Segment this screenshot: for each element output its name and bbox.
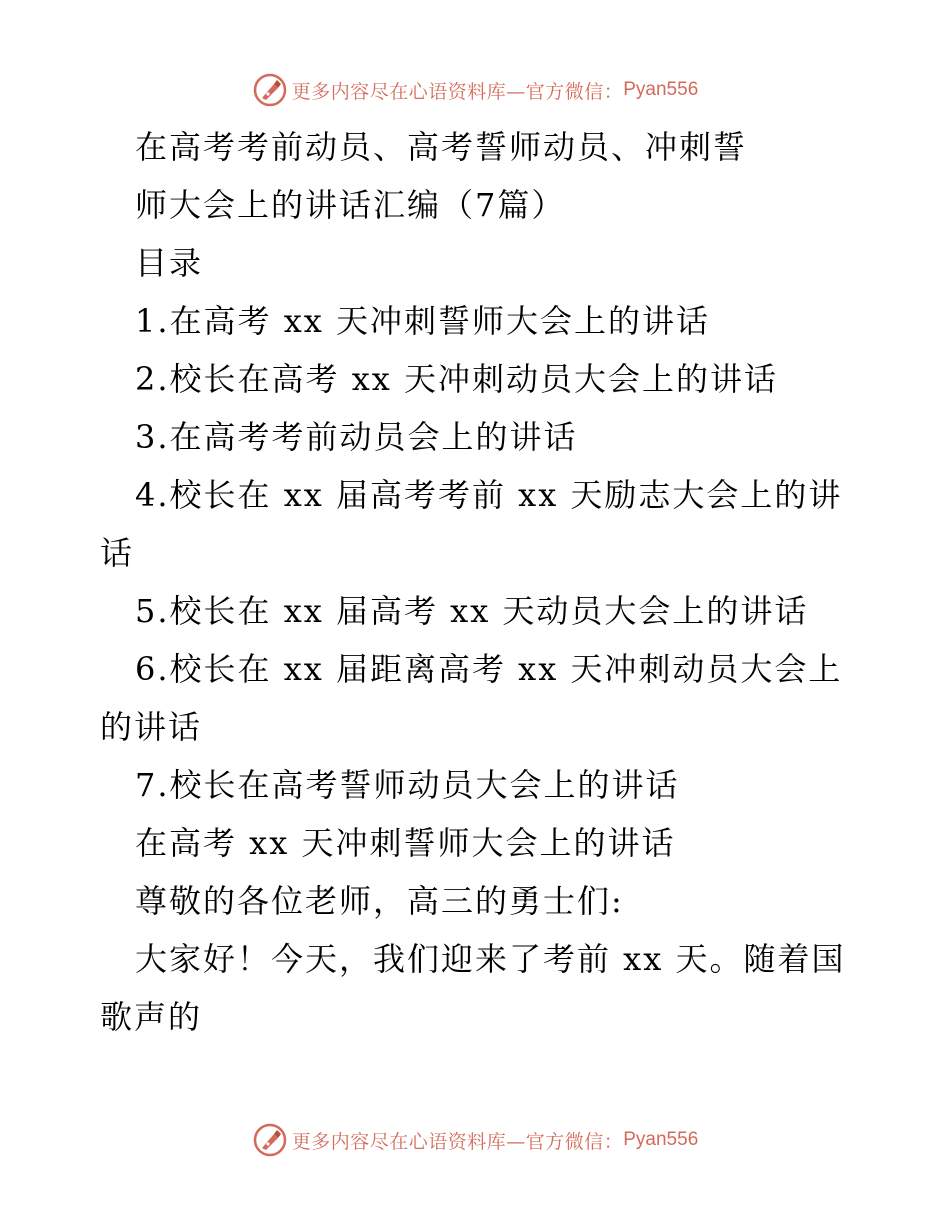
body-paragraph-line-2: 歌声的 [100, 998, 203, 1036]
toc-item-7: 7.校长在高考誓师动员大会上的讲话 [135, 766, 680, 804]
toc-item-4-continued: 话 [100, 534, 135, 572]
footer-wechat-id: Pyan556 [623, 1129, 699, 1150]
toc-heading: 目录 [135, 244, 204, 282]
toc-item-5: 5.校长在 xx 届高考 xx 天动员大会上的讲话 [135, 592, 809, 630]
pen-nib-icon [252, 1122, 288, 1158]
footer-banner-text: 更多内容尽在心语资料库—官方微信： [291, 1130, 624, 1153]
wechat-id: Pyan556 [623, 79, 699, 100]
toc-item-3: 3.在高考考前动员会上的讲话 [135, 418, 578, 456]
document-title-line-2: 师大会上的讲话汇编（7篇） [135, 186, 566, 224]
toc-item-6: 6.校长在 xx 届距离高考 xx 天冲刺动员大会上 [135, 650, 843, 688]
header-banner [0, 70, 950, 110]
section-title: 在高考 xx 天冲刺誓师大会上的讲话 [135, 824, 676, 862]
body-paragraph-line-1: 大家好！今天，我们迎来了考前 xx 天。随着国 [135, 940, 846, 978]
banner-text: 更多内容尽在心语资料库—官方微信： [291, 80, 624, 103]
salutation: 尊敬的各位老师，高三的勇士们: [135, 882, 624, 920]
toc-item-2: 2.校长在高考 xx 天冲刺动员大会上的讲话 [135, 360, 778, 398]
pen-nib-icon [252, 72, 288, 108]
footer-banner [0, 1120, 950, 1160]
toc-item-6-continued: 的讲话 [100, 708, 203, 746]
document-title-line-1: 在高考考前动员、高考誓师动员、冲刺誓 [135, 128, 748, 166]
toc-item-1: 1.在高考 xx 天冲刺誓师大会上的讲话 [135, 302, 710, 340]
toc-item-4: 4.校长在 xx 届高考考前 xx 天励志大会上的讲 [135, 476, 843, 514]
